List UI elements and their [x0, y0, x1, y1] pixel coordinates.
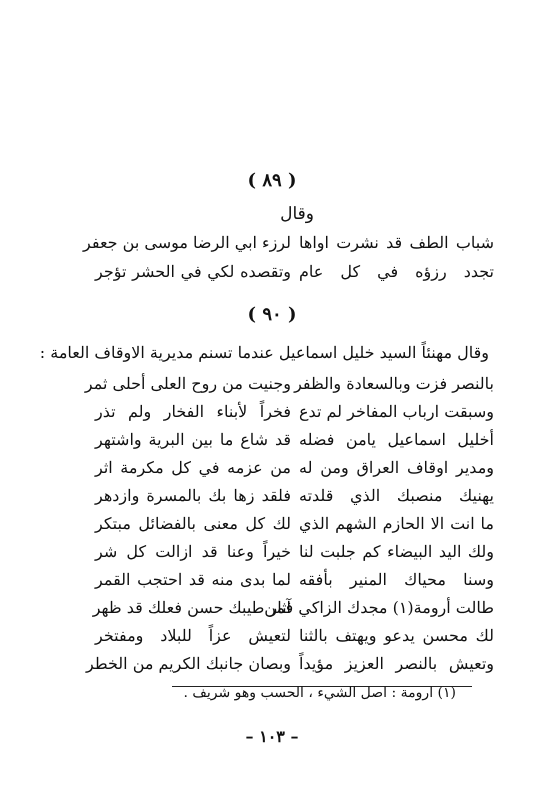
verse-row-7-right: ولك اليد البيضاء كم جلبت لنا [299, 542, 494, 561]
verse-row-4-right: ومدير اوقاف العراق ومن له [299, 458, 494, 477]
verse-row-3-right: أخليل اسماعيل يامن فضله [299, 430, 494, 449]
verse-row-9-left: آثار طيبك حسن فعلك قد ظهر [92, 598, 291, 617]
verse-1-left: لرزء ابي الرضا موسى بن جعفر [83, 233, 291, 252]
verse-row-8-right: وسنا محياك المنير بأفقه [299, 570, 494, 589]
verse-row-2-left: فخراً لأبناء الفخار ولم تذر [95, 402, 291, 421]
verse-2-left: وتقصده لكي في الحشر تؤجر [95, 262, 291, 281]
poem-number-89: ( ٨٩ ) [247, 170, 297, 191]
verse-row-6-right: ما انت الا الحازم الشهم الذي [299, 514, 494, 533]
verse-row-5-right: يهنيك منصبك الذي قلدته [299, 486, 494, 505]
page-number: – ١٠٣ – [245, 727, 299, 746]
poem-intro-90: وقال مهنئاً السيد خليل اسماعيل عندما تسنم مديرية الاوقاف العامة : [39, 343, 489, 362]
verse-row-10-left: لتعيش عزاً للبلاد ومفتخر [95, 626, 291, 645]
verse-row-8-left: لما بدى منه قد احتجب القمر [95, 570, 291, 589]
verse-row-11-right: وتعيش بالنصر العزيز مؤيداً [299, 654, 494, 673]
verse-row-4-left: من عزمه في كل مكرمة اثر [95, 458, 291, 477]
verse-row-2-right: وسبقت ارباب المفاخر لم تدع [299, 402, 494, 421]
verse-1-right: شباب الطف قد نشرت اواها [299, 233, 494, 252]
verse-row-6-left: لك كل معنى بالفضائل مبتكر [95, 514, 291, 533]
poem-intro-89: وقال [280, 204, 314, 224]
verse-row-1-right: بالنصر فزت وبالسعادة والظفر [294, 374, 494, 393]
poem-number-90: ( ٩٠ ) [247, 304, 297, 325]
verse-row-1-left: وجنيت من روح العلى أحلى ثمر [84, 374, 291, 393]
verse-row-9-right: طالت أرومة(١) مجدك الزاكي فمن [264, 598, 494, 617]
verse-row-11-left: وبصان جانبك الكريم من الخطر [86, 654, 291, 673]
verse-row-10-right: لك محسن يدعو ويهتف بالثنا [299, 626, 494, 645]
verse-2-right: تجدد رزؤه في كل عام [299, 262, 494, 281]
verse-row-5-left: فلقد زها بك بالمسرة وازدهر [95, 486, 291, 505]
verse-row-7-left: خيراً وعنا قد ازالت كل شر [95, 542, 291, 561]
footnote: (١) ارومة : اصل الشيء ، الحسب وهو شريف . [183, 685, 456, 701]
verse-row-3-left: قد شاع ما بين البرية واشتهر [95, 430, 291, 449]
